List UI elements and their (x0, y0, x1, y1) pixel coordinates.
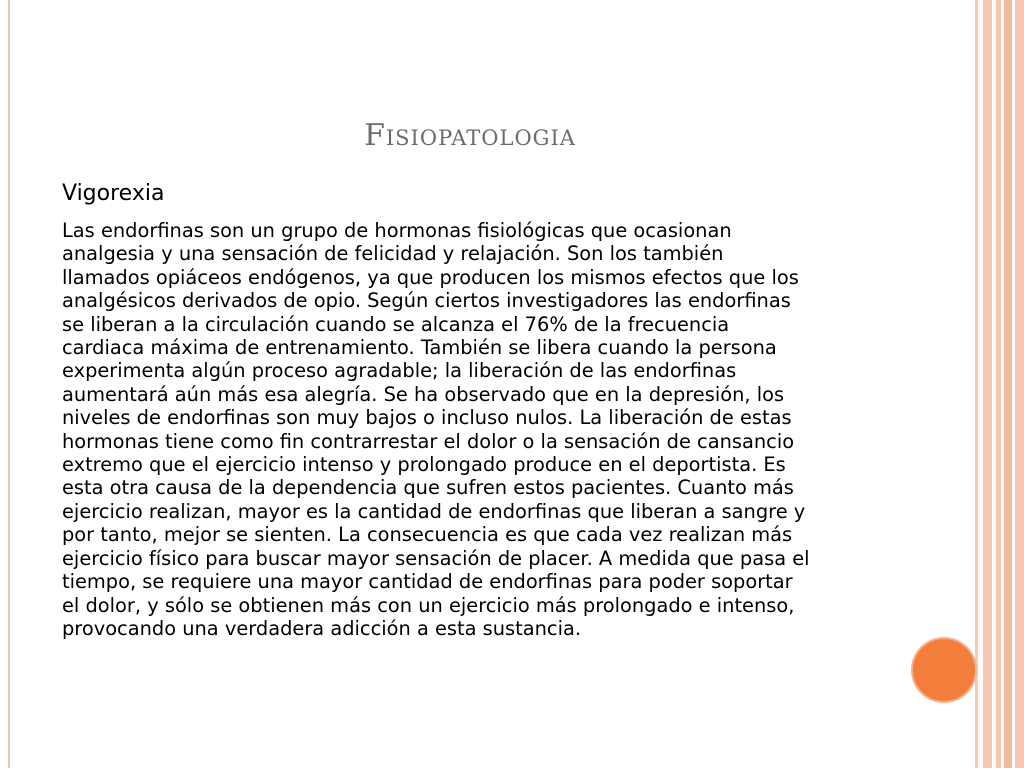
paragraph-line: analgesia y una sensación de felicidad y relajación. Son los también (62, 242, 724, 266)
slide-title: Fisiopatologia (364, 118, 576, 153)
paragraph-line: cardiaca máxima de entrenamiento. También se libera cuando la persona (62, 336, 777, 360)
paragraph-line: ejercicio físico para buscar mayor sensación de placer. A medida que pasa el (62, 546, 810, 570)
decorative-stripe (975, 0, 978, 768)
decorative-circle-icon (913, 639, 975, 701)
paragraph-line: hormonas tiene como fin contrarrestar el dolor o la sensación de cansancio (62, 429, 795, 453)
paragraph-line: analgésicos derivados de opio. Según ciertos investigadores las endorfinas (62, 289, 791, 313)
paragraph-line: el dolor, y sólo se obtienen más con un ejercicio más prolongado e intenso, (62, 593, 795, 617)
decorative-stripe (1015, 0, 1024, 768)
paragraph-line: Las endorfinas son un grupo de hormonas fisiológicas que ocasionan (62, 219, 732, 242)
paragraph-line: provocando una verdadera adicción a esta sustancia. (62, 616, 582, 640)
paragraph-line: esta otra causa de la dependencia que sufren estos pacientes. Cuanto más (62, 476, 794, 500)
left-border-line (8, 0, 10, 768)
decorative-stripe (983, 0, 992, 768)
paragraph-line: extremo que el ejercicio intenso y prolongado produce en el deportista. Es (62, 453, 786, 477)
decorative-stripe (996, 0, 1001, 768)
paragraph-line: tiempo, se requiere una mayor cantidad de endorfinas para poder soportar (62, 570, 793, 594)
decorative-stripe (1004, 0, 1012, 768)
slide-subtitle: Vigorexia (62, 181, 165, 206)
paragraph-line: ejercicio realizan, mayor es la cantidad de endorfinas que liberan a sangre y (62, 499, 806, 523)
paragraph-line: por tanto, mejor se sienten. La consecuencia es que cada vez realizan más (62, 523, 793, 547)
paragraph-line: se liberan a la circulación cuando se alcanza el 76% de la frecuencia (62, 312, 730, 336)
paragraph-line: aumentará aún más esa alegría. Se ha observado que en la depresión, los (62, 382, 785, 406)
body-paragraph (62, 219, 892, 640)
paragraph-line: experimenta algún proceso agradable; la liberación de las endorfinas (62, 359, 737, 383)
paragraph-line: niveles de endorfinas son muy bajos o incluso nulos. La liberación de estas (62, 406, 792, 430)
paragraph-line: llamados opiáceos endógenos, ya que producen los mismos efectos que los (62, 265, 799, 289)
